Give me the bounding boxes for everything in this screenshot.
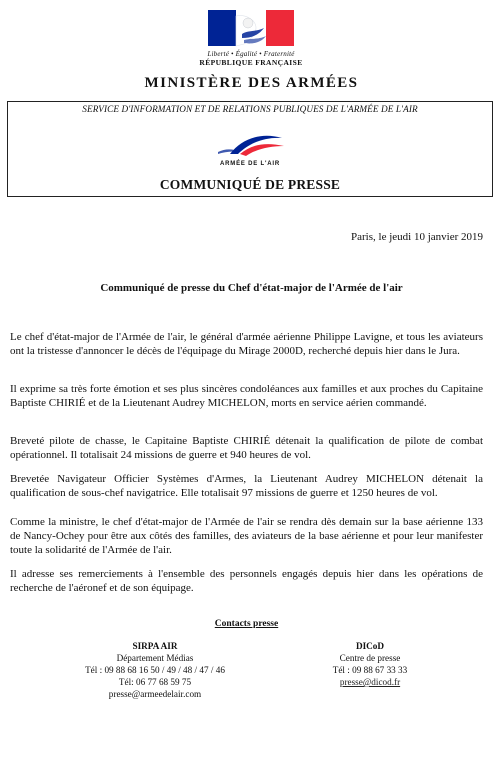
contact-email-link[interactable]: presse@dicod.fr: [339, 677, 401, 687]
service-name: SERVICE D'INFORMATION ET DE RELATIONS PUBLIQUES DE L'ARMÉE DE L'AIR: [82, 104, 418, 114]
paragraph: Comme la ministre, le chef d'état-major de l'Armée de l'air se rendra dès demain sur la base aérienne 133 de Nancy-Ochey pour être aux côtés des familles, des aviateurs de la base aérienne et pour leur manifester toute la solidarité de l'Armée de l'air.: [10, 516, 483, 556]
ministry-title: MINISTÈRE DES ARMÉES: [144, 75, 359, 91]
contact-department: Département Médias: [116, 653, 194, 663]
document-type-title: COMMUNIQUÉ DE PRESSE: [159, 177, 341, 192]
air-force-logo-text: ARMÉE DE L'AIR: [220, 161, 280, 167]
contacts-heading: Contacts presse: [214, 619, 279, 629]
paragraph: Brevetée Navigateur Officier Systèmes d'Armes, la Lieutenant Audrey MICHELON détenait la qualification de sous-chef navigatrice. Elle totalisait 97 missions de guerre et 1250 heures de vol.: [10, 473, 483, 499]
date-line: Paris, le jeudi 10 janvier 2019: [351, 231, 483, 243]
contact-email[interactable]: presse@armeedelair.com: [108, 689, 202, 699]
contact-sirpa: [50, 640, 260, 700]
republic-name: RÉPUBLIQUE FRANÇAISE: [199, 58, 303, 67]
contact-dicod: [290, 640, 450, 688]
contact-name: DICoD: [355, 641, 385, 651]
contact-phone: Tél : 09 88 68 16 50 / 49 / 48 / 47 / 46: [85, 665, 225, 675]
air-force-wing-icon: [200, 128, 300, 164]
paragraph: Le chef d'état-major de l'Armée de l'air, le général d'armée aérienne Philippe Lavigne, et tous les aviateurs ont la tristesse d'annoncer le décès de l'équipage du Mirage 2000D, recherché depuis hier dans le Jura.: [10, 331, 483, 357]
republic-motto: Liberté • Égalité • Fraternité: [207, 50, 295, 58]
paragraph: Il exprime sa très forte émotion et ses plus sincères condoléances aux familles et aux proches du Capitaine Baptiste CHIRIÉ et de la Lieutenant Audrey MICHELON, morts en service aérien commandé.: [10, 383, 483, 409]
press-release-headline: Communiqué de presse du Chef d'état-major de l'Armée de l'air: [100, 282, 403, 294]
contact-phone-mobile: Tél: 06 77 68 59 75: [118, 677, 192, 687]
paragraph: Il adresse ses remerciements à l'ensemble des personnels engagés depuis hier dans les opérations de recherche de l'aéronef et de son équipage.: [10, 568, 483, 594]
paragraph: Breveté pilote de chasse, le Capitaine Baptiste CHIRIÉ détenait la qualification de pilote de combat opérationnel. Il totalisait 24 missions de guerre et 940 heures de vol.: [10, 435, 483, 461]
contact-department: Centre de presse: [339, 653, 401, 663]
marianne-emblem-icon: [190, 10, 312, 50]
contact-name: SIRPA AIR: [132, 641, 178, 651]
contact-phone: Tél : 09 88 67 33 33: [332, 665, 408, 675]
